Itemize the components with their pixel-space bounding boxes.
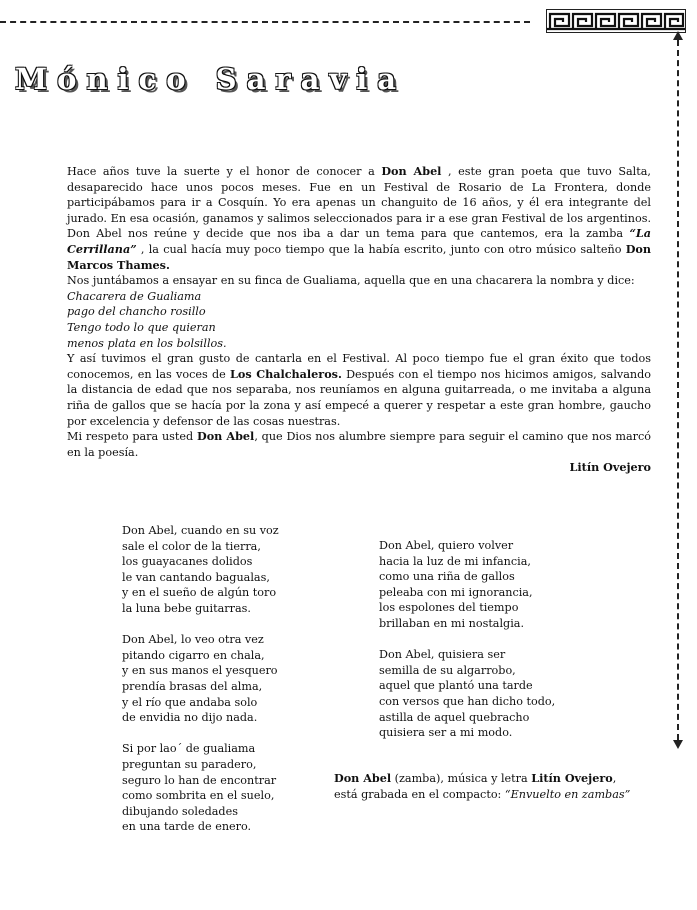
signature: Litín Ovejero — [569, 460, 651, 475]
poem-line: dibujando soledades — [122, 804, 238, 818]
poem-line: en una tarde de enero. — [122, 820, 252, 834]
poem-line: quisiera ser a mi modo. — [379, 726, 513, 740]
poem-line: los espolones del tiempo — [379, 601, 519, 615]
poem-line: prendía brasas del alma, — [122, 679, 263, 693]
text: Hace años tuve la suerte y el honor de conocer a — [67, 165, 382, 178]
poem-line: Don Abel, quisiera ser — [379, 648, 506, 662]
recording-credits — [334, 770, 630, 803]
text: Mi respeto para usted — [67, 430, 197, 444]
poem-line: la luna bebe guitarras. — [122, 601, 251, 615]
arrow-down-icon — [673, 740, 683, 749]
text: (zamba), música y letra — [391, 772, 532, 785]
poem-line: Si por lao´ de gualiama — [122, 742, 256, 756]
name-don-abel: Don Abel — [381, 164, 442, 178]
poem-line: como sombrita en el suelo, — [122, 789, 275, 803]
text: , este gran poeta que tuvo Salta, desaparecido hace unos pocos meses. Fue en un Festival de Rosario de La Frontera, donde participábamos para ir a Cosquín. Yo era apenas un changuito de 16 años, y él era integrante del jurado. En esa ocasión, ganamos y salimos seleccionados para ir a ese gran Festival de los argentinos. Don Abel nos reúne y decide que nos iba a dar un tema para que cantemos, era la zamba — [67, 165, 651, 241]
poem-line: de envidia no dijo nada. — [122, 711, 258, 725]
stanza — [122, 741, 279, 835]
verse-line: Tengo todo lo que quieran — [67, 320, 216, 334]
text: está grabada en el compacto: — [334, 788, 505, 801]
arrow-up-icon — [673, 31, 683, 40]
poem-line: Don Abel, quiero volver — [379, 539, 514, 552]
paragraph-2: Nos juntábamos a ensayar en su finca de Gualiama, aquella que en una chacarera la nombra y dice: — [67, 274, 635, 288]
top-dashed-rule — [0, 21, 530, 23]
poem-line: como una riña de gallos — [379, 570, 515, 584]
credits-line-2 — [334, 787, 630, 803]
poem-line: peleaba con mi ignorancia, — [379, 585, 533, 599]
poem-line: y en sus manos el yesquero — [122, 664, 278, 678]
poem-line: preguntan su paradero, — [122, 757, 257, 771]
stanza — [379, 538, 555, 632]
poem-line: seguro lo han de encontrar — [122, 773, 277, 787]
stanza — [122, 523, 279, 617]
album-title: “Envuelto en zambas” — [504, 788, 631, 801]
verse-line: Chacarera de Gualiama — [67, 289, 202, 303]
name-don-abel: Don Abel — [197, 429, 255, 444]
paragraph-1 — [67, 164, 651, 273]
greek-key-icon — [547, 10, 685, 32]
poem-line: Don Abel, cuando en su voz — [122, 524, 279, 537]
poem-line: sale el color de la tierra, — [122, 539, 261, 553]
song-title: “La Cerrillana” — [67, 226, 651, 256]
text: Después con el tiempo nos hicimos amigos, salvando la distancia de edad que nos separaba, nos reuníamos en alguna guitarreada, o me invitaba a alguna riña de gallos que se hacía por la zona y así empecé a querer y respetar a este gran hombre, gaucho por excelencia y defensor de las cosas nuestras. — [67, 367, 651, 428]
poem-line: pitando cigarro en chala, — [122, 648, 265, 662]
author-name: Litín Ovejero — [531, 771, 613, 785]
paragraph-4 — [67, 429, 651, 460]
poem-line: con versos que han dicho todo, — [379, 694, 556, 708]
poem-line: aquel que plantó una tarde — [379, 679, 533, 693]
poem-line: y el río que andaba solo — [122, 695, 258, 709]
poem-right-column — [379, 538, 555, 756]
poem-line: le van cantando bagualas, — [122, 570, 270, 584]
text: , la cual hacía muy poco tiempo que la había escrito, junto con otro músico salteño — [136, 242, 626, 256]
greek-key-ornament — [546, 9, 686, 33]
paragraph-3 — [67, 351, 651, 429]
stanza — [379, 647, 555, 741]
name-marcos-thames: Don Marcos Thames. — [67, 241, 651, 272]
poem-line: hacia la luz de mi infancia, — [379, 554, 531, 568]
poem-line: y en el sueño de algún toro — [122, 586, 277, 600]
article-body — [67, 164, 651, 476]
page-title: Mónico Saravia — [15, 62, 407, 96]
poem-line: semilla de su algarrobo, — [379, 663, 516, 677]
name-chalchaleros: Los Chalchaleros. — [229, 366, 342, 381]
stanza — [122, 632, 279, 726]
poem-line: los guayacanes dolidos — [122, 555, 253, 569]
poem-line: astilla de aquel quebracho — [379, 710, 530, 724]
poem-left-column — [122, 523, 279, 850]
poem-line: Don Abel, lo veo otra vez — [122, 633, 264, 647]
verse-line: menos plata en los bolsillos. — [67, 336, 227, 350]
verse-line: pago del chancho rosillo — [67, 305, 206, 319]
right-dashed-rule — [677, 40, 679, 740]
credits-line-1 — [334, 770, 630, 787]
poem-line: brillaban en mi nostalgia. — [379, 616, 525, 630]
song-name: Don Abel — [334, 771, 392, 785]
text: , que Dios nos alumbre siempre para seguir el camino que nos marcó en la poesía. — [67, 430, 651, 459]
quoted-verse — [67, 289, 651, 351]
text: , — [612, 772, 617, 785]
text: Y así tuvimos el gran gusto de cantarla en el Festival. Al poco tiempo fue el gran éxito que todos conocemos, en las voces de — [67, 352, 651, 381]
